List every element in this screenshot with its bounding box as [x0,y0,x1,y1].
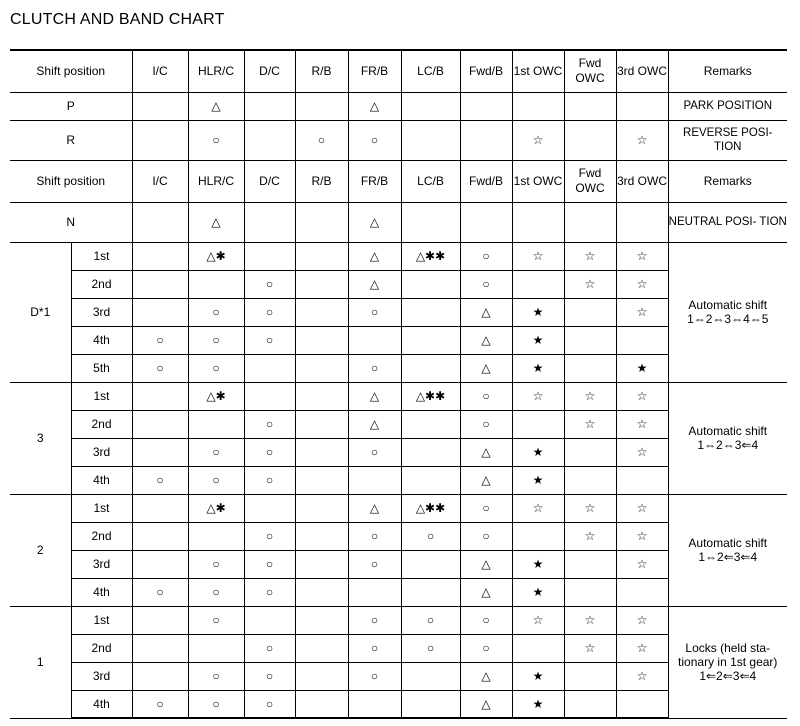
symbol-cell: △ [460,662,512,690]
header-r-b: R/B [295,160,348,202]
symbol-cell: ○ [244,550,295,578]
symbol-cell [401,550,460,578]
symbol-cell: ○ [244,466,295,494]
symbol-cell: ☆ [512,120,564,160]
symbol-cell [244,494,295,522]
symbol-cell: ○ [188,354,244,382]
table-row [10,92,787,120]
remark-cell: Locks (held sta- tionary in 1st gear) 1⇐2⇐3⇐4 [668,606,787,718]
shift-position-group: 1 [10,606,71,718]
symbol-cell [295,438,348,466]
symbol-cell: △✱✱ [401,382,460,410]
symbol-cell: ★ [512,662,564,690]
header-hlr-c: HLR/C [188,50,244,92]
header-fwd-b: Fwd/B [460,50,512,92]
symbol-cell [132,606,188,634]
header-lc-b: LC/B [401,160,460,202]
symbol-cell [244,202,295,242]
symbol-cell [132,522,188,550]
symbol-cell: ○ [244,410,295,438]
header-lc-b: LC/B [401,50,460,92]
header-fwd-b: Fwd/B [460,160,512,202]
symbol-cell: ○ [348,354,401,382]
symbol-cell [616,202,668,242]
symbol-cell: ○ [348,634,401,662]
table-row [10,202,787,242]
symbol-cell [564,326,616,354]
symbol-cell: ○ [244,298,295,326]
symbol-cell: ☆ [616,298,668,326]
header-3rd-owc: 3rd OWC [616,50,668,92]
header-fr-b: FR/B [348,160,401,202]
symbol-cell: ☆ [564,606,616,634]
symbol-cell: ○ [401,606,460,634]
symbol-cell [132,242,188,270]
symbol-cell [564,662,616,690]
symbol-cell: ★ [512,438,564,466]
symbol-cell [132,202,188,242]
symbol-cell: △ [348,382,401,410]
symbol-cell: ★ [616,354,668,382]
symbol-cell [401,326,460,354]
symbol-cell [460,202,512,242]
table-row [10,242,787,270]
symbol-cell [512,270,564,298]
symbol-cell: △ [460,578,512,606]
symbol-cell: ○ [348,550,401,578]
symbol-cell [132,494,188,522]
gear-cell: 1st [71,242,132,270]
symbol-cell [132,438,188,466]
symbol-cell [616,466,668,494]
gear-cell: 5th [71,354,132,382]
symbol-cell [295,298,348,326]
symbol-cell [512,92,564,120]
symbol-cell: ☆ [564,494,616,522]
symbol-cell [244,120,295,160]
symbol-cell: ○ [460,606,512,634]
symbol-cell: ○ [295,120,348,160]
symbol-cell [295,466,348,494]
symbol-cell: ☆ [564,522,616,550]
symbol-cell [616,326,668,354]
gear-cell: 2nd [71,270,132,298]
symbol-cell [132,298,188,326]
header-3rd-owc: 3rd OWC [616,160,668,202]
header-remarks: Remarks [668,50,787,92]
symbol-cell [401,120,460,160]
symbol-cell [132,410,188,438]
symbol-cell: ○ [348,438,401,466]
shift-position-cell: R [10,120,132,160]
symbol-cell [295,690,348,718]
header-d-c: D/C [244,50,295,92]
gear-cell: 1st [71,382,132,410]
symbol-cell [564,120,616,160]
symbol-cell [244,354,295,382]
symbol-cell: ☆ [616,438,668,466]
symbol-cell: △✱✱ [401,494,460,522]
symbol-cell: ☆ [616,634,668,662]
symbol-cell: ○ [188,466,244,494]
symbol-cell [401,410,460,438]
symbol-cell: △ [348,202,401,242]
symbol-cell [295,326,348,354]
symbol-cell: ○ [132,690,188,718]
symbol-cell: ○ [348,522,401,550]
table-row [10,494,787,522]
symbol-cell: ○ [188,578,244,606]
symbol-cell [295,410,348,438]
symbol-cell [132,270,188,298]
header-row [10,160,787,202]
symbol-cell: ○ [188,120,244,160]
symbol-cell: ○ [460,242,512,270]
symbol-cell: ☆ [564,410,616,438]
symbol-cell [401,202,460,242]
header-hlr-c: HLR/C [188,160,244,202]
symbol-cell: ☆ [564,634,616,662]
symbol-cell: ★ [512,550,564,578]
header-i-c: I/C [132,160,188,202]
symbol-cell: ☆ [616,494,668,522]
symbol-cell [512,410,564,438]
symbol-cell: ○ [460,382,512,410]
symbol-cell [295,202,348,242]
symbol-cell: ○ [348,606,401,634]
symbol-cell [188,634,244,662]
symbol-cell: ○ [244,438,295,466]
symbol-cell [564,578,616,606]
symbol-cell: △ [460,326,512,354]
symbol-cell [244,242,295,270]
symbol-cell [295,578,348,606]
symbol-cell: △✱ [188,242,244,270]
symbol-cell: ○ [460,410,512,438]
symbol-cell [460,120,512,160]
symbol-cell [564,466,616,494]
symbol-cell [512,202,564,242]
symbol-cell: △ [460,354,512,382]
symbol-cell [512,522,564,550]
symbol-cell [295,494,348,522]
symbol-cell: △ [348,494,401,522]
symbol-cell: ☆ [564,270,616,298]
symbol-cell: ○ [132,466,188,494]
symbol-cell [188,410,244,438]
gear-cell: 4th [71,690,132,718]
table-row [10,606,787,634]
symbol-cell: ★ [512,578,564,606]
symbol-cell [132,634,188,662]
header-r-b: R/B [295,50,348,92]
symbol-cell: ○ [244,522,295,550]
symbol-cell: ○ [460,634,512,662]
symbol-cell [616,690,668,718]
symbol-cell: ☆ [512,606,564,634]
symbol-cell: ○ [244,690,295,718]
symbol-cell: ○ [244,270,295,298]
shift-position-cell: N [10,202,132,242]
symbol-cell [244,92,295,120]
gear-cell: 1st [71,494,132,522]
header-shift-position: Shift position [10,160,132,202]
gear-cell: 3rd [71,298,132,326]
remark-cell: PARK POSITION [668,92,787,120]
shift-position-group: 3 [10,382,71,494]
symbol-cell [348,690,401,718]
symbol-cell: ○ [244,634,295,662]
symbol-cell: ☆ [616,242,668,270]
symbol-cell: ○ [244,578,295,606]
symbol-cell: ☆ [616,120,668,160]
symbol-cell: ○ [188,438,244,466]
gear-cell: 3rd [71,438,132,466]
symbol-cell: ☆ [616,662,668,690]
symbol-cell: △ [460,690,512,718]
shift-position-group: D*1 [10,242,71,382]
symbol-cell: ☆ [564,242,616,270]
gear-cell: 4th [71,326,132,354]
symbol-cell: △✱ [188,382,244,410]
symbol-cell: △ [348,410,401,438]
symbol-cell: ○ [132,326,188,354]
symbol-cell [564,438,616,466]
symbol-cell [295,354,348,382]
symbol-cell [616,578,668,606]
symbol-cell [401,578,460,606]
symbol-cell [295,382,348,410]
symbol-cell [616,92,668,120]
header-fwd-owc: Fwd OWC [564,50,616,92]
symbol-cell [295,522,348,550]
table-row [10,120,787,160]
symbol-cell: ☆ [564,382,616,410]
symbol-cell: ○ [348,662,401,690]
symbol-cell: △✱✱ [401,242,460,270]
gear-cell: 2nd [71,410,132,438]
symbol-cell [564,298,616,326]
symbol-cell: ○ [401,522,460,550]
gear-cell: 1st [71,606,132,634]
header-1st-owc: 1st OWC [512,160,564,202]
table-row [10,382,787,410]
symbol-cell [348,466,401,494]
header-remarks: Remarks [668,160,787,202]
symbol-cell: △ [460,298,512,326]
header-row [10,50,787,92]
symbol-cell [564,92,616,120]
symbol-cell [401,92,460,120]
symbol-cell: △ [188,202,244,242]
symbol-cell: △ [348,92,401,120]
symbol-cell: ☆ [616,522,668,550]
symbol-cell: ☆ [512,494,564,522]
symbol-cell: ★ [512,326,564,354]
symbol-cell [401,354,460,382]
symbol-cell: ○ [348,298,401,326]
symbol-cell: △✱ [188,494,244,522]
gear-cell: 2nd [71,522,132,550]
symbol-cell: ★ [512,354,564,382]
gear-cell: 4th [71,578,132,606]
symbol-cell: △ [188,92,244,120]
header-fwd-owc: Fwd OWC [564,160,616,202]
symbol-cell: ○ [460,270,512,298]
symbol-cell [401,662,460,690]
symbol-cell [564,690,616,718]
symbol-cell [132,550,188,578]
symbol-cell [348,578,401,606]
remark-cell: Automatic shift 1⇔2⇔3⇔4⇔5 [668,242,787,382]
header-i-c: I/C [132,50,188,92]
symbol-cell [295,242,348,270]
symbol-cell [564,354,616,382]
symbol-cell: ☆ [616,550,668,578]
symbol-cell [401,438,460,466]
symbol-cell [244,606,295,634]
header-fr-b: FR/B [348,50,401,92]
symbol-cell [460,92,512,120]
symbol-cell: △ [348,242,401,270]
header-1st-owc: 1st OWC [512,50,564,92]
symbol-cell [295,270,348,298]
symbol-cell: ○ [188,662,244,690]
symbol-cell: ○ [460,494,512,522]
symbol-cell [295,550,348,578]
symbol-cell [348,326,401,354]
symbol-cell [401,270,460,298]
symbol-cell [295,634,348,662]
header-shift-position: Shift position [10,50,132,92]
symbol-cell: ☆ [616,606,668,634]
symbol-cell: ☆ [616,410,668,438]
symbol-cell [401,298,460,326]
symbol-cell: ★ [512,690,564,718]
gear-cell: 3rd [71,662,132,690]
symbol-cell [512,634,564,662]
symbol-cell [132,382,188,410]
clutch-band-table [10,49,787,719]
header-d-c: D/C [244,160,295,202]
symbol-cell [132,662,188,690]
symbol-cell: ○ [244,326,295,354]
shift-position-group: 2 [10,494,71,606]
symbol-cell: ○ [132,354,188,382]
page-title: CLUTCH AND BAND CHART [10,11,225,28]
symbol-cell: ○ [244,662,295,690]
symbol-cell: ○ [188,326,244,354]
remark-cell: NEUTRAL POSI- TION [668,202,787,242]
symbol-cell [295,92,348,120]
symbol-cell [188,522,244,550]
symbol-cell [295,662,348,690]
symbol-cell: ★ [512,466,564,494]
symbol-cell: △ [460,466,512,494]
symbol-cell [188,270,244,298]
symbol-cell: ○ [188,690,244,718]
remark-cell: Automatic shift 1⇔2⇐3⇐4 [668,494,787,606]
symbol-cell: ○ [401,634,460,662]
remark-cell: REVERSE POSI- TION [668,120,787,160]
symbol-cell [132,92,188,120]
symbol-cell: ☆ [512,242,564,270]
symbol-cell: ○ [188,550,244,578]
symbol-cell: ★ [512,298,564,326]
gear-cell: 3rd [71,550,132,578]
symbol-cell: ○ [188,298,244,326]
symbol-cell [564,202,616,242]
symbol-cell: ☆ [616,382,668,410]
symbol-cell: ☆ [512,382,564,410]
symbol-cell: ○ [188,606,244,634]
symbol-cell: △ [460,550,512,578]
symbol-cell: ○ [460,522,512,550]
symbol-cell [564,550,616,578]
symbol-cell: △ [460,438,512,466]
shift-position-cell: P [10,92,132,120]
symbol-cell [401,466,460,494]
symbol-cell: ☆ [616,270,668,298]
symbol-cell [401,690,460,718]
symbol-cell: △ [348,270,401,298]
symbol-cell [295,606,348,634]
gear-cell: 4th [71,466,132,494]
symbol-cell: ○ [132,578,188,606]
symbol-cell [132,120,188,160]
gear-cell: 2nd [71,634,132,662]
remark-cell: Automatic shift 1⇔2⇔3⇐4 [668,382,787,494]
symbol-cell [244,382,295,410]
symbol-cell: ○ [348,120,401,160]
